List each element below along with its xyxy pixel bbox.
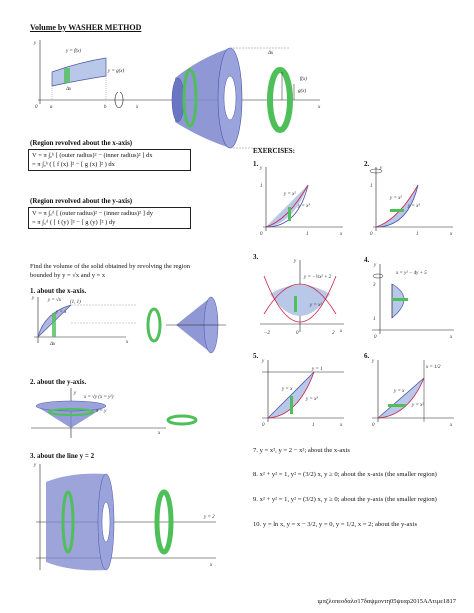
problem-text-1: Find the volume of the solid obtained by revolving the region [30, 263, 190, 270]
ex3-y: y [294, 259, 297, 264]
y-axis-formula-line2: = π ∫꜀ᵈ ( [ f (y) ]² − [ g (y) ]² ) dy [32, 219, 116, 226]
ex6-y: y [372, 359, 375, 364]
p3-line-label: y = 2 [204, 515, 215, 520]
ex4-y: y [374, 263, 377, 268]
ex2-label-b: y = x³ [408, 204, 420, 209]
part3-heading: 3. about the line y = 2 [30, 452, 95, 460]
ex4-label-a: x = y² − 4y + 5 [396, 271, 427, 276]
ex5-number: 5. [253, 352, 259, 360]
x-axis-formula-box [28, 149, 191, 171]
ex4-tick-1: 1 [373, 317, 376, 322]
x-axis-heading: (Region revolved about the x-axis) [30, 139, 133, 147]
top-b-label: b [104, 105, 107, 110]
washer-dx-label: Δx [268, 51, 274, 56]
ex1-x: x [340, 232, 343, 237]
top-a-label: a [50, 105, 53, 110]
exercise-item-7: 7. y = x², y = 2 − x²; about the x-axis [253, 447, 350, 454]
top-x-label: x [136, 105, 139, 110]
y-axis-formula-box [28, 207, 191, 229]
ex1-tick-y: 1 [260, 184, 263, 189]
ex3-label-b: y = x² [310, 303, 322, 308]
ex6-number: 6. [364, 352, 370, 360]
ex2-graph [368, 165, 458, 235]
ex3-number: 3. [253, 253, 259, 261]
ex1-graph [258, 165, 348, 235]
ex3-pos2: 2 [332, 331, 335, 336]
problem-text-2: bounded by y = √x and y = x [30, 272, 106, 279]
p2-line-label: x = y [96, 409, 107, 414]
ex5-tick-x: 1 [312, 423, 315, 428]
part1-heading: 1. about the x-axis. [30, 287, 87, 295]
y-axis-heading: (Region revolved about the y-axis) [30, 197, 133, 205]
ex4-graph [368, 262, 458, 342]
ex2-tick-x: 1 [416, 232, 419, 237]
washer-gx-label: g(x) [298, 89, 307, 94]
ex6-graph [368, 358, 458, 430]
ex3-label-a: y = −½x² + 2 [304, 275, 332, 280]
p1-sqrt-label: y = √x [48, 298, 62, 303]
ex2-x: x [450, 232, 453, 237]
top-origin-label: 0 [35, 105, 38, 110]
exercise-item-8: 8. x² + y² = 1, y² = (3/2) x, y ≥ 0; about the x-axis (the smaller region) [253, 471, 437, 478]
ex6-origin: 0 [372, 423, 375, 428]
x-axis-formula-line2: = π ∫ₐᵇ ( [ f (x) ]² − [ g (x) ]² ) dx [32, 161, 115, 168]
p1-dx-label: Δx [50, 342, 56, 347]
ex2-y: y [380, 166, 383, 171]
top-dx-label: Δx [66, 87, 72, 92]
x-axis-formula-line1: V = π ∫ₐᵇ [ (outer radius)² − (inner radius)² ] dx [32, 152, 153, 159]
ex1-y: y [260, 166, 263, 171]
ex2-tick-y: 1 [370, 184, 373, 189]
region-graph [38, 40, 140, 108]
ex1-number: 1. [253, 160, 259, 168]
ex1-origin: 0 [260, 232, 263, 237]
top-fx-label: y = f(x) [66, 49, 82, 54]
top-gx-label: y = g(x) [108, 69, 125, 74]
p1-y-label: y [32, 296, 35, 301]
ex3-graph [258, 258, 348, 338]
p2-x-label: x [158, 431, 161, 436]
ex5-x: x [340, 423, 343, 428]
washer-x-label: x [318, 105, 321, 110]
ex5-label-line: y = 1 [312, 367, 323, 372]
part1-figure [26, 295, 226, 355]
ex6-label-b: y = x² [412, 403, 424, 408]
page-title: Volume by WASHER METHOD [30, 23, 142, 32]
ex3-x: x [340, 329, 343, 334]
ex3-origin: 0 [296, 331, 299, 336]
ex1-label-a: y = x² [284, 192, 296, 197]
ex2-origin: 0 [370, 232, 373, 237]
solid-of-revolution [140, 48, 320, 148]
ex2-label-a: y = x² [390, 196, 402, 201]
p3-x-label: x [210, 563, 213, 568]
exercises-heading: EXERCISES: [253, 147, 296, 155]
ex4-number: 4. [364, 256, 370, 264]
part3-figure [26, 462, 226, 572]
ex5-label-a: y = x [282, 387, 293, 392]
y-axis-formula-line1: V = π ∫꜀ᵈ [ (outer radius)² − (inner radius)² ] dy [32, 210, 153, 217]
ex4-origin: 0 [374, 335, 377, 340]
p1-point-label: (1, 1) [70, 300, 81, 305]
ex6-x: x [450, 423, 453, 428]
ex5-graph [258, 358, 348, 430]
ex4-x: x [450, 335, 453, 340]
part2-figure [26, 388, 226, 438]
p2-y-label: y [74, 391, 77, 396]
p2-curve-label: x = √y (x = y²) [84, 395, 114, 400]
ex4-tick-3: 3 [373, 283, 376, 288]
top-y-label: y [34, 41, 37, 46]
ex3-neg2: −2 [264, 331, 270, 336]
ex5-y: y [262, 359, 265, 364]
ex6-label-a: y = x [394, 389, 405, 394]
top-figure [0, 30, 474, 130]
p3-y-label: y [34, 463, 37, 468]
p1-line-label: y = x [56, 310, 67, 315]
washer-fx-label: f(x) [300, 77, 307, 82]
p1-x-label: x [126, 340, 129, 345]
ex1-tick-x: 1 [306, 232, 309, 237]
exercise-item-9: 9. x² + y² = 1, y² = (3/2) x, y ≥ 0; about the y-axis (the smaller region) [253, 496, 437, 503]
exercise-item-10: 10. y = ln x, y = x − 3/2, y = 0, y = 1/2, x = 2; about the y-axis [253, 521, 418, 528]
part2-heading: 2. about the y-axis. [30, 378, 87, 386]
ex6-label-line: x = 1/2 [426, 365, 441, 370]
footer-text: ιμπζλοπεοδαλσ17δαψμοντη05ψεαρ2015ΑΛτιμε1817 [317, 598, 456, 605]
ex2-number: 2. [364, 160, 370, 168]
ex5-origin: 0 [262, 423, 265, 428]
ex5-label-b: y = x³ [306, 397, 318, 402]
ex1-label-b: y = x³ [298, 204, 310, 209]
